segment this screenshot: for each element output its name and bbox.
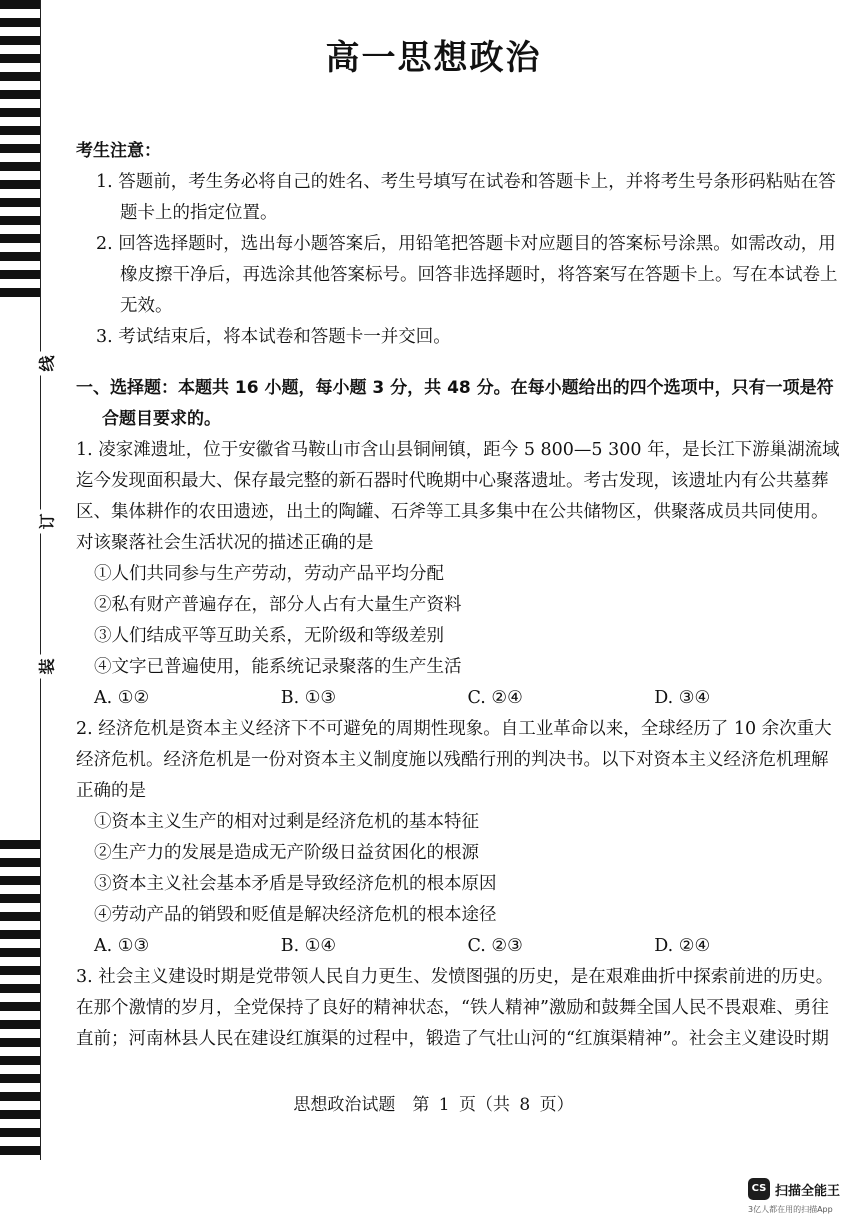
- scanner-watermark: [748, 1178, 860, 1222]
- notice-heading: 考生注意：: [76, 141, 161, 161]
- answer-choices: [76, 931, 841, 962]
- notice-item: 3. 考试结束后，将本试卷和答题卡一并交回。: [96, 327, 451, 347]
- statement-option: ④劳动产品的销毁和贬值是解决经济危机的根本途径: [94, 905, 497, 925]
- choice-b: B. ①③: [280, 688, 337, 708]
- binding-mark-ding: 订: [35, 510, 58, 534]
- statement-option: ③人们结成平等互助关系，无阶级和等级差别: [94, 626, 444, 646]
- choice-b: B. ①④: [280, 936, 337, 956]
- page-footer: 思想政治试题 第 1 页（共 8 页）: [293, 1095, 574, 1115]
- question-stem: 3. 社会主义建设时期是党带领人民自力更生、发愤图强的历史，是在艰难曲折中探索前进的历史。在那个激情的岁月，全党保持了良好的精神状态，“铁人精神”激励和鼓舞全国人民不畏艰难、勇往直前；河南林县人民在建设红旗渠的过程中，锻造了气壮山河的“红旗渠精神”。社会主义建设时期: [76, 967, 834, 1049]
- statement-option: ①资本主义生产的相对过剩是经济危机的基本特征: [94, 812, 479, 832]
- choice-d: D. ③④: [654, 688, 711, 708]
- choice-a: A. ①③: [94, 936, 150, 956]
- choice-c: C. ②④: [467, 688, 523, 708]
- document-body: [76, 136, 841, 1055]
- choice-d: D. ②④: [654, 936, 711, 956]
- binding-mark-xian: 线: [35, 352, 58, 376]
- choice-a: A. ①②: [94, 688, 150, 708]
- question-2: [76, 714, 841, 962]
- binding-line: [40, 0, 41, 1160]
- notice-item: 1. 答题前，考生务必将自己的姓名、考生号填写在试卷和答题卡上，并将考生号条形码粘贴在答题卡上的指定位置。: [96, 172, 836, 223]
- binding-mark-zhuang: 装: [35, 655, 58, 679]
- question-stem: 2. 经济危机是资本主义经济下不可避免的周期性现象。自工业革命以来，全球经历了 10 余次重大经济危机。经济危机是一份对资本主义制度施以残酷行刑的判决书。以下对资本主义经济危机理解正确的是: [76, 719, 832, 801]
- statement-option: ③资本主义社会基本矛盾是导致经济危机的根本原因: [94, 874, 497, 894]
- statement-option: ②生产力的发展是造成无产阶级日益贫困化的根源: [94, 843, 479, 863]
- statement-option: ①人们共同参与生产劳动，劳动产品平均分配: [94, 564, 444, 584]
- binding-margin: [0, 0, 57, 1160]
- page-title: 高一思想政治: [325, 38, 542, 78]
- watermark-name: 扫描全能王: [775, 1184, 841, 1199]
- statement-option: ②私有财产普遍存在，部分人占有大量生产资料: [94, 595, 462, 615]
- answer-choices: [76, 683, 841, 714]
- choice-c: C. ②③: [467, 936, 523, 956]
- question-3: [76, 962, 841, 1055]
- question-stem: 1. 凌家滩遗址，位于安徽省马鞍山市含山县铜闸镇，距今 5 800—5 300 年，是长江下游巢湖流域迄今发现面积最大、保存最完整的新石器时代晚期中心聚落遗址。考古发现，该遗址内有公共墓葬区、集体耕作的农田遗迹，出土的陶罐、石斧等工具多集中在公共储物区，供聚落成员共同使用。对该聚落社会生活状况的描述正确的是: [76, 440, 840, 553]
- camscanner-logo-icon: CS: [748, 1178, 770, 1200]
- notice-item: 2. 回答选择题时，选出每小题答案后，用铅笔把答题卡对应题目的答案标号涂黑。如需改动，用橡皮擦干净后，再选涂其他答案标号。回答非选择题时，将答案写在答题卡上。写在本试卷上无效。: [96, 234, 838, 316]
- section-heading: 一、选择题：本题共 16 小题，每小题 3 分，共 48 分。在每小题给出的四个选项中，只有一项是符合题目要求的。: [76, 378, 834, 429]
- question-1: [76, 435, 841, 714]
- statement-option: ④文字已普遍使用，能系统记录聚落的生产生活: [94, 657, 462, 677]
- watermark-tagline: 3亿人都在用的扫描App: [748, 1205, 833, 1214]
